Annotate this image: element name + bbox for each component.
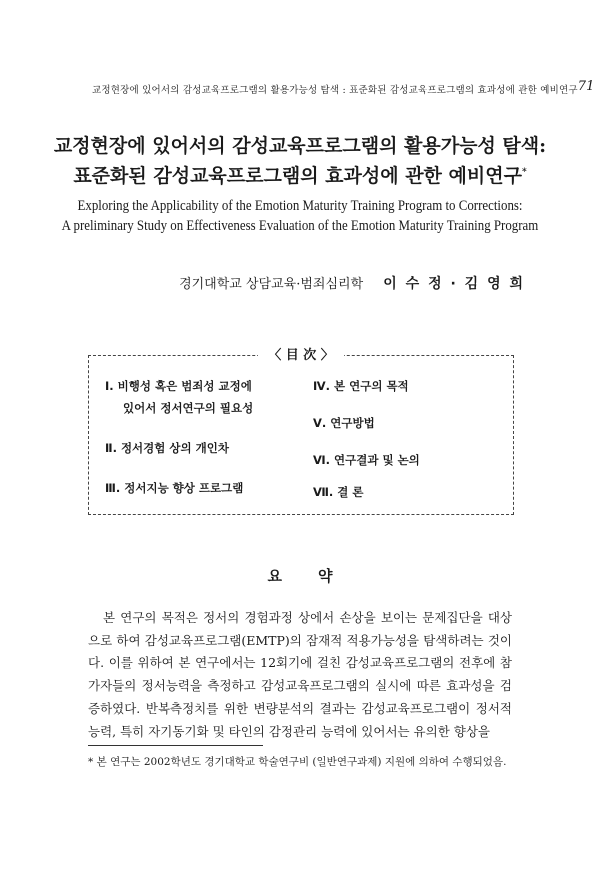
title-korean-line2: [0, 161, 600, 191]
footnote-text: 본 연구는 2002학년도 경기대학교 학술연구비 (일반연구과제) 지원에 의하여 수행되었음.: [96, 756, 507, 768]
abstract-paragraph: 본 연구의 목적은 정서의 경험과정 상에서 손상을 보이는 문제집단을 대상으로 하여 감성교육프로그램(EMTP)의 잠재적 적용가능성을 탐색하려는 것이다. 이를 위하여 본 연구에서는 12회기에 걸친 감성교육프로그램의 전후에 참가자들의 정서능력을 측정하고 감성교육프로그램의 실시에 따른 효과성을 검증하였다. 반복측정치를 위한 변량분석의 결과는 감성교육프로그램이 정서적 능력, 특히 자기동기화 및 타인의 감정관리 능력에 있어서는 유의한 향상을: [88, 610, 512, 739]
toc-item: Ⅱ. 정서경험 상의 개인차: [105, 441, 229, 455]
toc-item: Ⅲ. 정서지능 향상 프로그램: [105, 481, 244, 495]
toc-item: Ⅶ. 결 론: [313, 485, 364, 499]
page-number: 71: [577, 79, 595, 94]
toc-heading: 〈 目 次 〉: [258, 348, 344, 363]
abstract-heading: 요약: [267, 567, 369, 585]
footnote-divider: [88, 745, 263, 746]
running-header: [92, 79, 595, 96]
footnote-mark: *: [88, 756, 94, 768]
title-english-line2: A preliminary Study on Effectiveness Evaluation of the Emotion Maturity Training Program: [61, 218, 539, 234]
author-names: 이 수 정 · 김 영 희: [383, 276, 525, 292]
affiliation: 경기대학교 상담교육·범죄심리학: [179, 277, 364, 292]
toc-item: Ⅳ. 본 연구의 목적: [313, 379, 409, 393]
table-of-contents: [88, 348, 514, 515]
toc-heading-wrap: [89, 344, 513, 363]
footnote: [88, 753, 512, 771]
running-title: 교정현장에 있어서의 감성교육프로그램의 활용가능성 탐색 : 표준화된 감성교육프로그램의 효과성에 관한 예비연구: [92, 85, 578, 96]
title-english-line1: Exploring the Applicability of the Emotion Maturity Training Program to Corrections:: [77, 198, 523, 214]
author-block: [179, 273, 525, 293]
toc-item: Ⅵ. 연구결과 및 논의: [313, 453, 420, 467]
title-korean-line2-text: 표준화된 감성교육프로그램의 효과성에 관한 예비연구: [73, 165, 522, 187]
title-korean-line1: 교정현장에 있어서의 감성교육프로그램의 활용가능성 탐색:: [53, 135, 547, 157]
title-footnote-mark: *: [521, 167, 527, 178]
toc-item: Ⅰ. 비행성 혹은 범죄성 교정에: [105, 379, 252, 393]
toc-item: Ⅴ. 연구방법: [313, 416, 375, 430]
abstract-body: [88, 607, 512, 743]
toc-item: 있어서 정서연구의 필요성: [123, 401, 254, 415]
